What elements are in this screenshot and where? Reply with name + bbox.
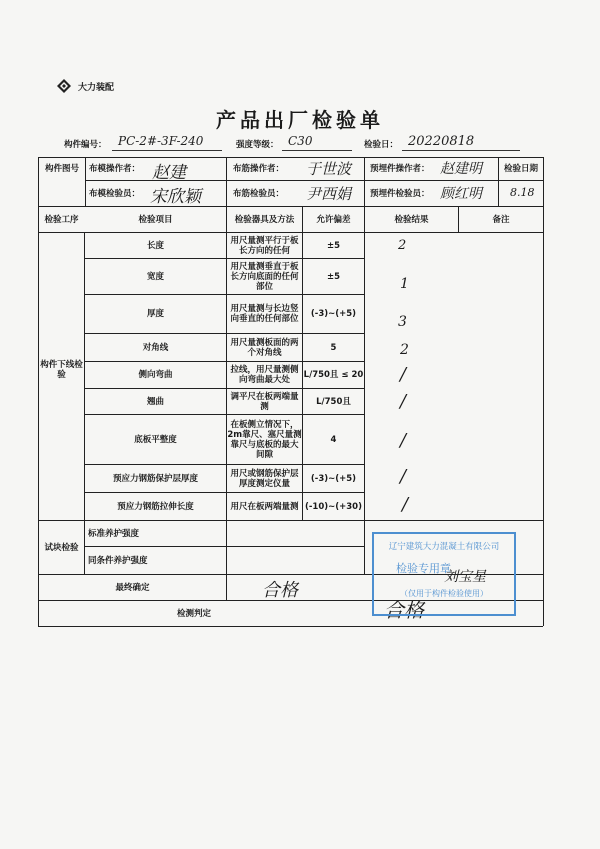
item-method: 用尺量测平行于板长方向的任何 <box>230 235 299 256</box>
embed-inspector-label: 预埋件检验员： <box>370 188 430 199</box>
component-no-label: 构件编号： <box>64 140 107 150</box>
final-label: 最终确定 <box>115 582 150 593</box>
component-drawing-label: 构件图号 <box>44 164 79 174</box>
item-tolerance: ±5 <box>326 240 341 251</box>
item-name: 长度 <box>146 240 164 251</box>
item-method: 在板侧立情况下，2m靠尺、塞尺量测靠尺与底板的最大间隙 <box>227 419 302 460</box>
item-method: 拉线，用尺量测侧向弯曲最大处 <box>230 365 299 385</box>
item-result: / <box>400 466 407 487</box>
rebar-operator-signature: 于世波 <box>306 160 352 178</box>
judgment-label: 检测判定 <box>176 608 211 619</box>
inspect-date-value: 20220818 <box>408 134 475 149</box>
col-result: 检验结果 <box>394 214 429 225</box>
embed-operator-label: 预埋件操作者： <box>370 164 430 174</box>
page-title: 产品出厂检验单 <box>216 108 384 132</box>
item-tolerance: (-3)~(+5) <box>310 473 357 484</box>
item-result: / <box>400 391 407 412</box>
embed-operator-signature: 赵建明 <box>440 161 482 177</box>
standard-curing-label: 标准养护强度 <box>88 528 140 539</box>
formwork-inspector-signature: 宋欣颖 <box>150 187 201 207</box>
company-name: 大力装配 <box>78 83 115 93</box>
item-name: 预应力钢筋拉伸长度 <box>117 501 194 512</box>
item-tolerance: L/750且 ≤ 20 <box>303 370 364 380</box>
item-name: 底板平整度 <box>134 434 177 445</box>
item-result: / <box>400 364 407 385</box>
item-result: 2 <box>398 238 407 253</box>
section-offline-label: 构件下线检验 <box>40 360 83 380</box>
item-method: 用尺量测垂直于板长方向底面的任何部位 <box>230 261 299 292</box>
rebar-inspector-signature: 尹西娟 <box>306 185 352 203</box>
same-condition-curing-label: 同条件养护强度 <box>88 555 148 566</box>
stamp-title: 检验专用章 <box>396 562 451 575</box>
stamp-note: （仅用于构件检验使用） <box>400 589 488 598</box>
item-result: 2 <box>400 342 409 358</box>
item-name: 对角线 <box>142 342 169 353</box>
company-logo-icon <box>56 78 72 94</box>
item-name: 翘曲 <box>146 396 164 407</box>
rebar-inspector-label: 布筋检验员： <box>233 188 285 199</box>
embed-inspector-signature: 顾红明 <box>440 186 482 202</box>
col-remark: 备注 <box>492 214 510 225</box>
final-value: 合格 <box>262 580 298 601</box>
stamp-signature: 刘宝星 <box>444 569 486 585</box>
strength-label: 强度等级： <box>236 140 279 150</box>
col-process: 检验工序 <box>44 214 79 225</box>
component-no-value: PC-2#-3F-240 <box>118 134 204 148</box>
item-method: 用尺或钢筋保护层厚度测定仪量 <box>230 468 299 489</box>
item-tolerance: L/750且 <box>316 396 351 407</box>
item-tolerance: (-10)~(+30) <box>305 501 362 512</box>
inspect-date-header: 检验日期 <box>503 164 538 174</box>
formwork-inspector-label: 布模检验员： <box>89 188 141 199</box>
item-tolerance: 4 <box>330 434 337 445</box>
stamp-company: 辽宁建筑大力混凝土有限公司 <box>388 542 500 552</box>
item-method: 用尺量测与长边竖向垂直的任何部位 <box>230 304 299 324</box>
item-tolerance: ±5 <box>326 271 341 282</box>
item-name: 侧向弯曲 <box>138 370 173 380</box>
item-result: 3 <box>398 314 407 330</box>
col-method: 检验器具及方法 <box>234 214 295 225</box>
item-result: 1 <box>400 276 409 292</box>
item-result: / <box>400 430 407 451</box>
item-name: 预应力钢筋保护层厚度 <box>112 473 198 484</box>
item-tolerance: (-3)~(+5) <box>310 309 357 319</box>
item-tolerance: 5 <box>330 342 337 353</box>
col-item: 检验项目 <box>138 214 173 225</box>
item-name: 厚度 <box>146 309 164 319</box>
item-method: 用尺在板两端量测 <box>230 501 299 512</box>
item-result: / <box>402 494 409 515</box>
inspect-date-signature: 8.18 <box>510 186 535 199</box>
col-tolerance: 允许偏差 <box>316 214 351 225</box>
block-test-label: 试块检验 <box>44 542 79 553</box>
judgment-value: 合格 <box>384 598 424 622</box>
rebar-operator-label: 布筋操作者： <box>233 164 285 174</box>
formwork-operator-label: 布模操作者： <box>89 164 141 174</box>
item-name: 宽度 <box>146 271 164 282</box>
formwork-operator-signature: 赵建 <box>152 163 186 183</box>
strength-value: C30 <box>288 134 313 148</box>
item-method: 调平尺在板两端量测 <box>230 391 299 412</box>
item-method: 用尺量测板面的两个对角线 <box>230 337 299 358</box>
inspect-date-label: 检验日： <box>364 140 399 150</box>
